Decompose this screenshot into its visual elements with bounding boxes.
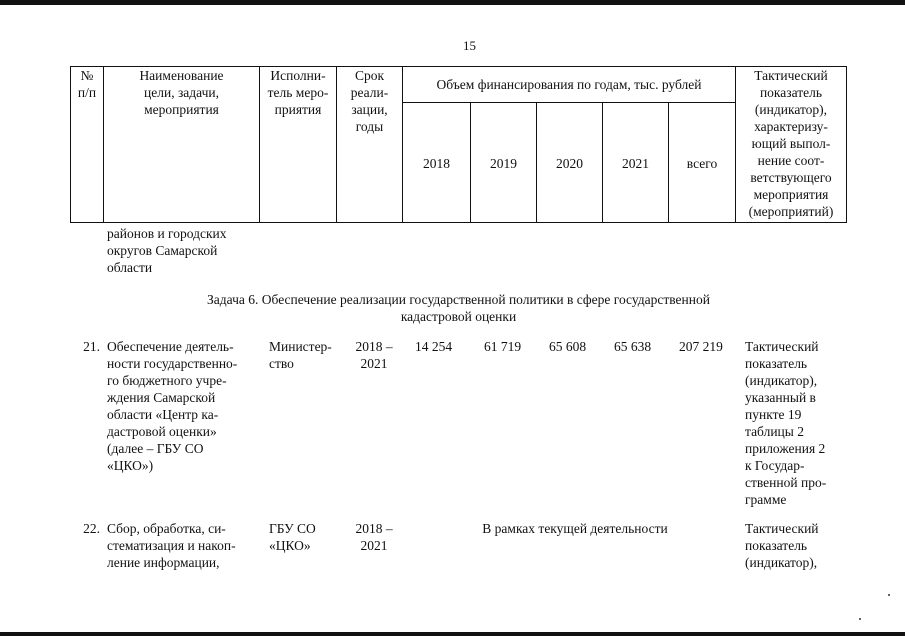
header-total: всего xyxy=(686,156,718,171)
header-divider xyxy=(402,102,736,103)
scan-speck xyxy=(888,594,890,596)
header-term: Срок реали- зации, годы xyxy=(350,68,389,134)
scan-bottom-edge xyxy=(0,632,905,636)
value-2019: 61 719 xyxy=(484,339,522,354)
row-executor: Министер- ство xyxy=(269,339,332,371)
header-border-right xyxy=(846,66,847,223)
value-2021: 65 638 xyxy=(614,339,652,354)
header-executor: Исполни- тель меро- приятия xyxy=(267,68,329,117)
row-indicator: Тактический показатель (индикатор), указанный в пункте 19 таблицы 2 приложения 2 к Государ- ственной про- грамме xyxy=(745,339,827,507)
header-name: Наименование цели, задачи, мероприятия xyxy=(139,68,224,117)
header-year: 2019 xyxy=(490,156,517,171)
row-indicator: Тактический показатель (индикатор), xyxy=(745,521,819,570)
header-year: 2018 xyxy=(423,156,450,171)
scan-top-edge xyxy=(0,0,905,5)
row-executor: ГБУ СО «ЦКО» xyxy=(269,521,316,553)
header-border-bottom xyxy=(70,222,847,223)
value-total: 207 219 xyxy=(679,339,723,354)
row-number: 21. xyxy=(83,339,100,354)
task-title: Задача 6. Обеспечение реализации государственной политики в сфере государственной кадастровой оценки xyxy=(207,292,710,324)
row-term: 2018 – 2021 xyxy=(355,339,393,371)
row-name: Сбор, обработка, си- стематизация и накоп- ление информации, xyxy=(107,521,236,570)
row-number: 22. xyxy=(83,521,100,536)
value-2018: 14 254 xyxy=(415,339,453,354)
header-year: 2021 xyxy=(622,156,649,171)
header-num: № п/п xyxy=(77,68,97,100)
row-term: 2018 – 2021 xyxy=(355,521,393,553)
header-funding: Объем финансирования по годам, тыс. рублей xyxy=(436,77,702,92)
table-header xyxy=(70,66,847,222)
value-2020: 65 608 xyxy=(549,339,587,354)
row-name: Обеспечение деятель- ности государственно- го бюджетного учре- ждения Самарской области «Центр ка- дастровой оценки» (далее – ГБУ СО «ЦКО») xyxy=(107,339,238,473)
funding-note: В рамках текущей деятельности xyxy=(482,521,668,536)
scan-speck xyxy=(859,618,861,620)
page-number: 15 xyxy=(463,38,476,53)
header-year: 2020 xyxy=(556,156,583,171)
header-indicator: Тактический показатель (индикатор), характеризу- ющий выпол- нение соот- ветствующего мероприятия (мероприятий) xyxy=(748,68,834,219)
continued-text: районов и городских округов Самарской области xyxy=(107,226,227,275)
